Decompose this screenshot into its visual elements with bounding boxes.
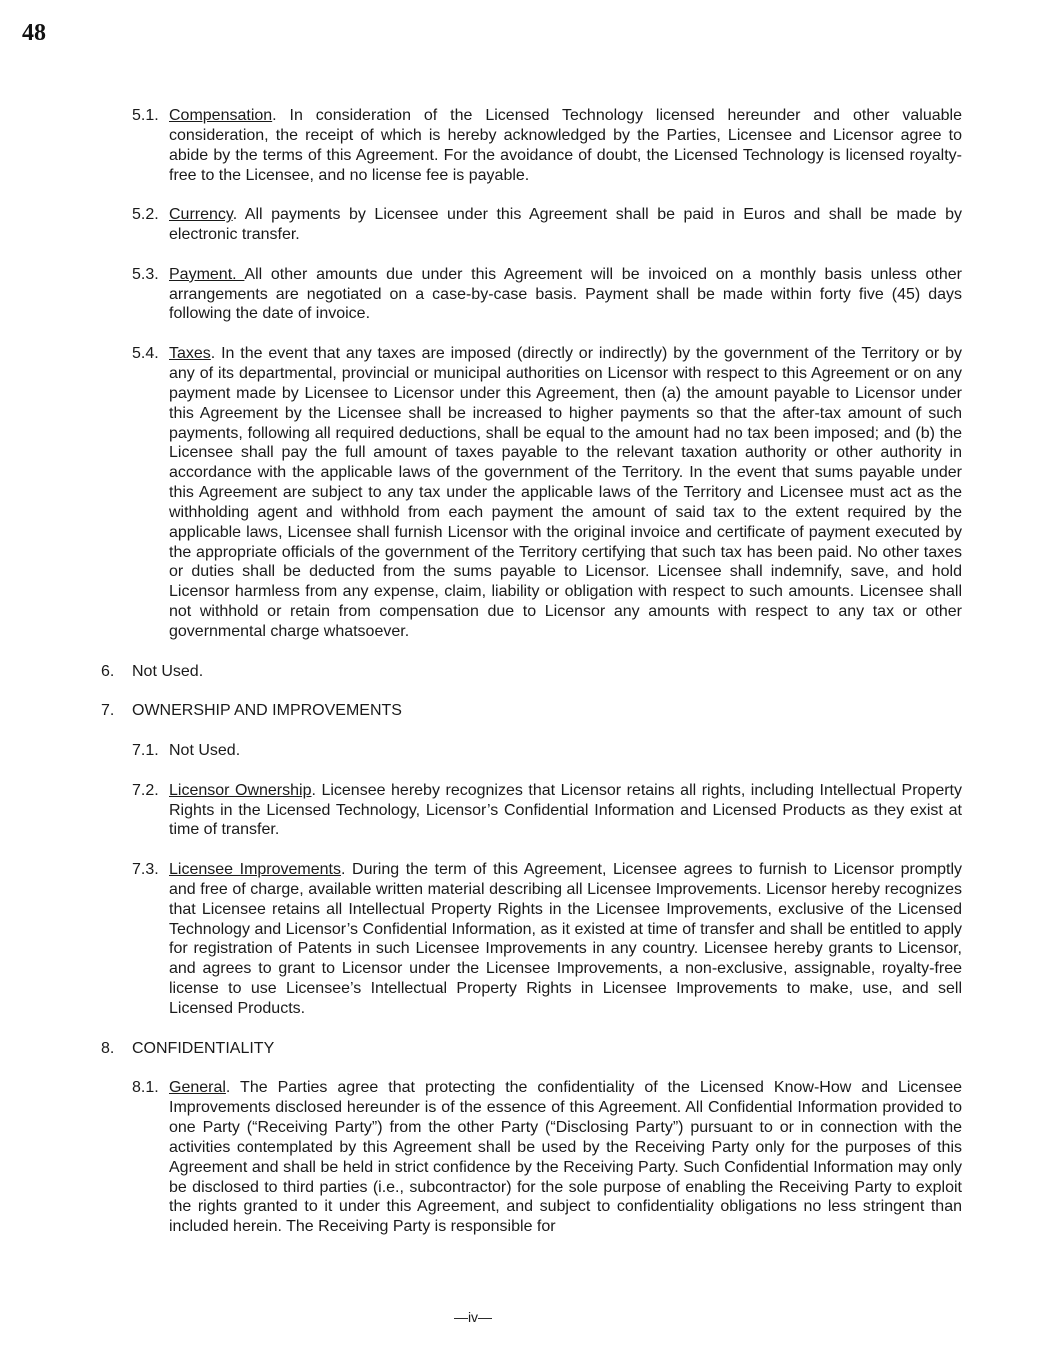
section-number: 8. bbox=[101, 1039, 115, 1057]
clause-number: 5.2. bbox=[132, 206, 159, 224]
clause-7-1 bbox=[0, 741, 1055, 761]
clause-number: 7.3. bbox=[132, 861, 159, 879]
clause-heading: Licensee Improvements bbox=[169, 861, 341, 879]
clause-body bbox=[169, 781, 962, 841]
clause-text: Not Used. bbox=[169, 742, 241, 759]
clause-7-2 bbox=[0, 781, 1055, 841]
clause-text: . The Parties agree that protecting the confidentiality of the Licensed Know-How and Licensee Improvements disclosed hereunder is of the essence of this Agreement. All Confidential Information provided to one Party (“Receiving Party”) from the other Party (“Disclosing Party”) pursuant to or in connection with the activities contemplated by this Agreement shall be used by the Receiving Party only for the purposes of this Agreement and shall be held in strict confidence by the Receiving Party. Such Confidential Information may only be disclosed to third parties (i.e., subcontractor) for the sole purpose of enabling the Receiving Party to exploit the rights granted to it under this Agreement, and subject to confidentiality obligations no less stringent than included herein. The Receiving Party is responsible for bbox=[169, 1079, 962, 1236]
clause-body bbox=[169, 205, 962, 245]
section-title: CONFIDENTIALITY bbox=[132, 1039, 275, 1057]
clause-body bbox=[169, 265, 962, 325]
clause-5-4 bbox=[0, 344, 1055, 642]
clause-text: . All payments by Licensee under this Agreement shall be paid in Euros and shall be made by electronic transfer. bbox=[169, 206, 962, 244]
clause-number: 5.4. bbox=[132, 345, 159, 363]
clause-text: . During the term of this Agreement, Licensee agrees to furnish to Licensor promptly and free of charge, available written material describing all Licensee Improvements. Licensor hereby recognizes that Licensee retains all Intellectual Property Rights in the Licensee Improvements, exclusive of the Licensed Technology and Licensor’s Confidential Information, as it existed at time of transfer and shall be entitled to apply for registration of Patents in such Licensee Improvements in any country. Licensee hereby grants to Licensor, and agrees to grant to Licensor under the Licensee Improvements, a non-exclusive, assignable, royalty-free license to use Licensee’s Intellectual Property Rights in Licensee Improvements to make, use, and sell Licensed Products. bbox=[169, 861, 963, 1017]
section-number: 6. bbox=[101, 662, 115, 680]
clause-body bbox=[169, 860, 962, 1019]
clause-number: 7.2. bbox=[132, 781, 159, 799]
clause-number: 5.3. bbox=[132, 265, 159, 283]
clause-body bbox=[169, 1078, 962, 1237]
clause-heading: Currency bbox=[169, 206, 233, 224]
clause-text: All other amounts due under this Agreement will be invoiced on a monthly basis unless other arrangements are negotiated on a case-by-case basis. Payment shall be made within forty five (45) days following the date of invoice. bbox=[169, 265, 963, 323]
clause-heading: Licensor Ownership bbox=[169, 781, 312, 799]
section-number: 7. bbox=[101, 702, 115, 720]
clause-5-3 bbox=[0, 265, 1055, 325]
clause-5-1 bbox=[0, 106, 1055, 185]
clause-number: 7.1. bbox=[132, 742, 159, 759]
clause-text: . In consideration of the Licensed Technology licensed hereunder and other valuable consideration, the receipt of which is hereby acknowledged by the Parties, Licensee and Licensor agree to abide by the terms of this Agreement. For the avoidance of doubt, the Licensed Technology is licensed royalty-free to the Licensee, and no license fee is payable. bbox=[169, 107, 962, 184]
clause-7-3 bbox=[0, 860, 1055, 1019]
clause-text: . Licensee hereby recognizes that Licensor retains all rights, including Intellectual Property Rights in the Licensed Technology, Licensor’s Confidential Information and Licensed Products as they exist at time of transfer. bbox=[169, 781, 962, 839]
section-8 bbox=[0, 1039, 1055, 1059]
clause-body bbox=[169, 344, 962, 642]
clause-heading: Taxes bbox=[169, 345, 211, 363]
clause-heading: General bbox=[169, 1079, 226, 1097]
page-number: 48 bbox=[22, 20, 46, 46]
clause-5-2 bbox=[0, 205, 1055, 245]
section-7 bbox=[0, 701, 1055, 721]
clause-heading: Payment. bbox=[169, 265, 245, 283]
section-title: Not Used. bbox=[132, 662, 204, 680]
clause-body bbox=[169, 106, 962, 185]
clause-text: . In the event that any taxes are imposed (directly or indirectly) by the government of the Territory or by any of its departmental, provincial or municipal authorities on Licensor with respect to this Agreement or on any payment made by Licensee to Licensor under this Agreement, then (a) the amount payable to Licensor under this Agreement by the Licensee shall be increased to higher payments so that the after-tax amount of such payments, following all required deductions, shall be equal to the amount had no tax been imposed; and (b) the Licensee shall pay the full amount of taxes payable to the relevant taxation authority or other authority in accordance with the applicable laws of the government of the Territory. In the event that sums payable under this Agreement are subject to any tax under the applicable laws of the Territory and Licensee must act as the withholding agent and withhold from each payment the amount of said tax to the extent required by the applicable laws, Licensee shall furnish Licensor with the original invoice and certificate of payment executed by the appropriate officials of the government of the Territory certifying that such tax has been paid. No other taxes or duties shall be deducted from the sums payable to Licensor. Licensee shall indemnify, save, and hold Licensor harmless from any expense, claim, liability or obligation with respect to such amounts. Licensee shall not withhold or retain from compensation due to Licensor any amounts with respect to any tax or other governmental charge whatsoever. bbox=[169, 345, 962, 640]
clause-heading: Compensation bbox=[169, 107, 273, 124]
clause-number: 5.1. bbox=[132, 107, 159, 124]
page-footer: —iv— bbox=[453, 1309, 493, 1325]
clause-number: 8.1. bbox=[132, 1079, 159, 1097]
document-body bbox=[0, 106, 1055, 1257]
section-title: OWNERSHIP AND IMPROVEMENTS bbox=[132, 702, 402, 720]
clause-8-1 bbox=[0, 1078, 1055, 1237]
section-6 bbox=[0, 662, 1055, 682]
